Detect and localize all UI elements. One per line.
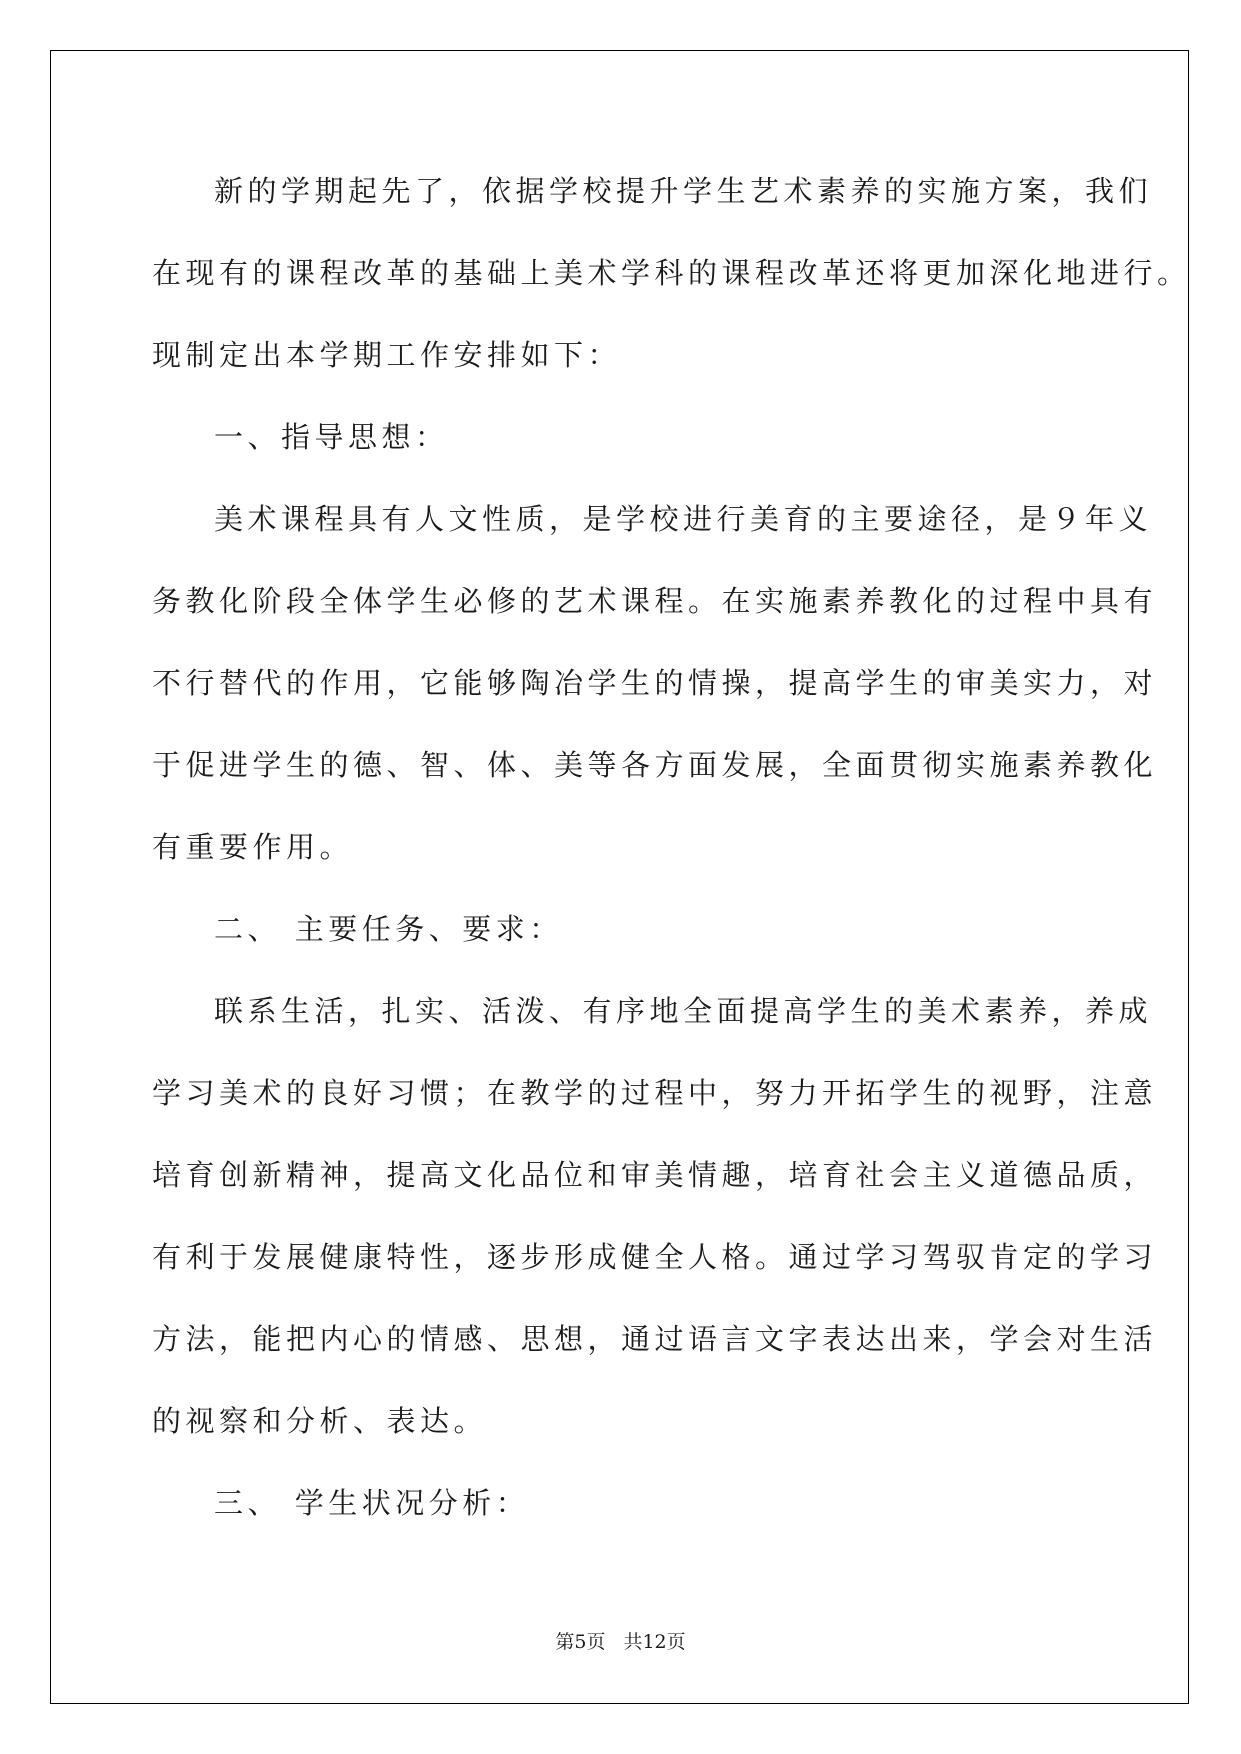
paragraph-line: 学习美术的良好习惯；在教学的过程中，努力开拓学生的视野，注意	[152, 1076, 1158, 1110]
page-number: 第5页	[555, 1631, 606, 1653]
page-footer	[0, 1627, 1241, 1654]
paragraph-line: 于促进学生的德、智、体、美等各方面发展，全面贯彻实施素养教化	[152, 748, 1158, 782]
paragraph-line: 方法，能把内心的情感、思想，通过语言文字表达出来，学会对生活	[152, 1322, 1158, 1356]
paragraph-line: 现制定出本学期工作安排如下：	[152, 338, 622, 372]
page-total: 共12页	[623, 1631, 686, 1653]
paragraph-line: 联系生活，扎实、活泼、有序地全面提高学生的美术素养，养成	[214, 994, 1153, 1028]
paragraph-line: 美术课程具有人文性质，是学校进行美育的主要途径，是９年义	[214, 502, 1153, 536]
paragraph-line: 务教化阶段全体学生必修的艺术课程。在实施素养教化的过程中具有	[152, 584, 1158, 618]
paragraph-line: 有重要作用。	[152, 830, 354, 864]
section-heading: 一、指导思想：	[214, 420, 449, 454]
paragraph-line: 新的学期起先了，依据学校提升学生艺术素养的实施方案，我们	[214, 174, 1153, 208]
paragraph-line: 培育创新精神，提高文化品位和审美情趣，培育社会主义道德品质，	[152, 1158, 1158, 1192]
paragraph-line: 在现有的课程改革的基础上美术学科的课程改革还将更加深化地进行。	[152, 256, 1191, 290]
section-heading: 三、 学生状况分析：	[214, 1486, 530, 1520]
paragraph-line: 不行替代的作用，它能够陶冶学生的情操，提高学生的审美实力，对	[152, 666, 1158, 700]
section-heading: 二、 主要任务、要求：	[214, 912, 563, 946]
paragraph-line: 的视察和分析、表达。	[152, 1404, 488, 1438]
paragraph-line: 有利于发展健康特性，逐步形成健全人格。通过学习驾驭肯定的学习	[152, 1240, 1158, 1274]
document-body	[152, 166, 1191, 1560]
